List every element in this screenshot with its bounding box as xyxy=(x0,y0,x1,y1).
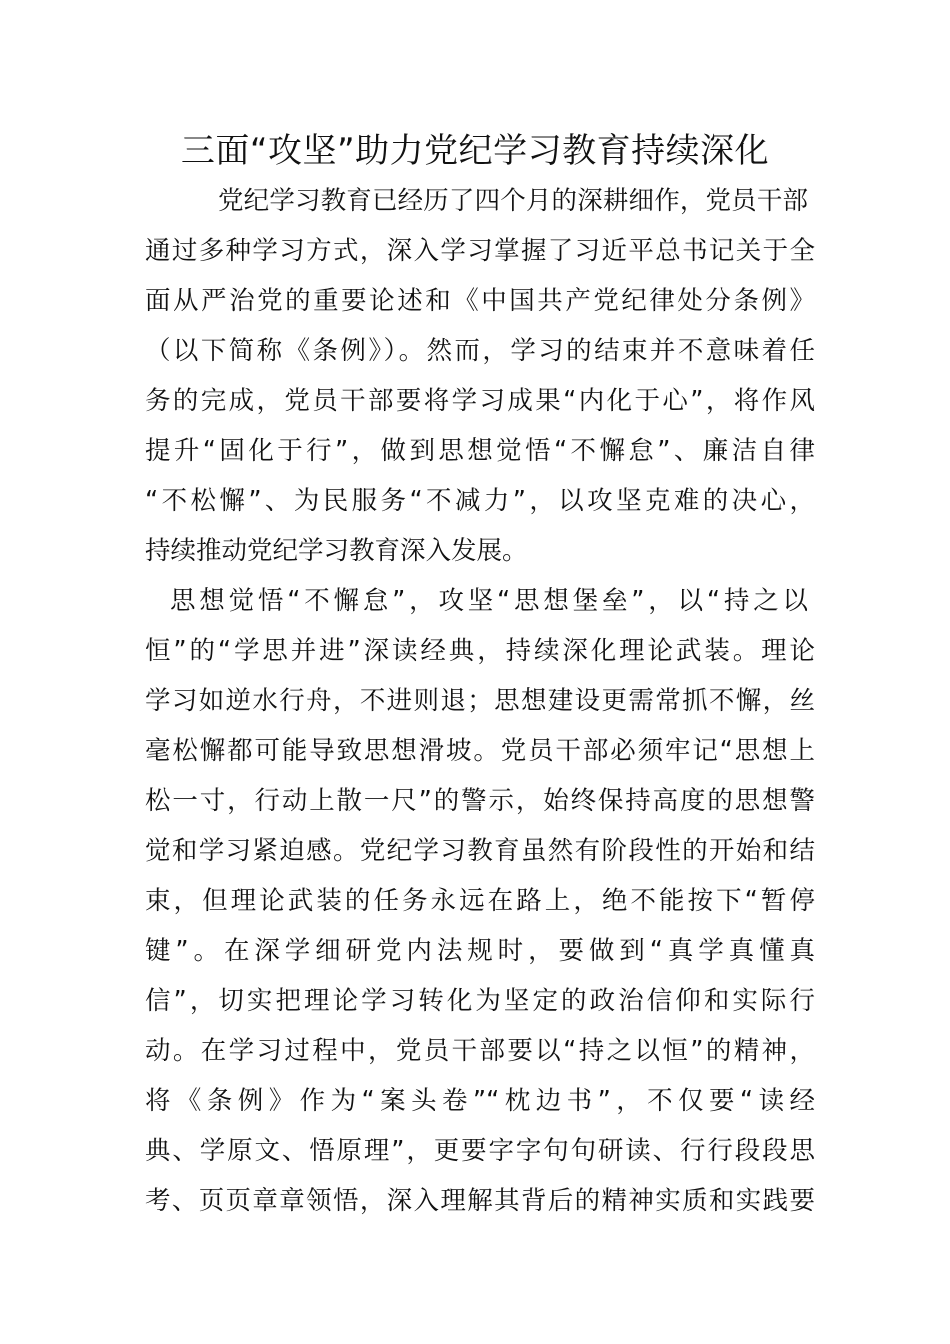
paragraph-1-line-3: 面从严治党的重要论述和《中国共产党纪律处分条例》 xyxy=(145,286,815,316)
paragraph-2-line-1: 思想觉悟“不懈怠”，攻坚“思想堡垒”，以“持之以 xyxy=(170,586,808,616)
document-title: 三面“攻坚”助力党纪学习教育持续深化 xyxy=(180,131,770,171)
paragraph-2-line-9: 信”，切实把理论学习转化为坚定的政治信仰和实际行 xyxy=(145,986,815,1016)
paragraph-2-line-11: 将《条例》作为“案头卷”“枕边书”，不仅要“读经 xyxy=(145,1086,815,1116)
paragraph-2-line-4: 毫松懈都可能导致思想滑坡。党员干部必须牢记“思想上 xyxy=(145,736,815,766)
paragraph-2-line-2: 恒”的“学思并进”深读经典，持续深化理论武装。理论 xyxy=(145,636,815,666)
paragraph-1-line-2: 通过多种学习方式，深入学习掌握了习近平总书记关于全 xyxy=(145,236,815,266)
paragraph-2-line-3: 学习如逆水行舟，不进则退；思想建设更需常抓不懈，丝 xyxy=(145,686,815,716)
paragraph-2-line-8: 键”。在深学细研党内法规时，要做到“真学真懂真 xyxy=(145,936,815,966)
paragraph-1-line-5: 务的完成，党员干部要将学习成果“内化于心”，将作风 xyxy=(145,386,815,416)
paragraph-1-line-7: “不松懈”、为民服务“不减力”，以攻坚克难的决心， xyxy=(145,486,815,516)
paragraph-2-line-12: 典、学原文、悟原理”，更要字字句句研读、行行段段思 xyxy=(145,1136,815,1166)
paragraph-2-line-5: 松一寸，行动上散一尺”的警示，始终保持高度的思想警 xyxy=(145,786,815,816)
paragraph-2-line-10: 动。在学习过程中，党员干部要以“持之以恒”的精神， xyxy=(145,1036,815,1066)
paragraph-1-line-1: 党纪学习教育已经历了四个月的深耕细作，党员干部 xyxy=(218,186,808,216)
paragraph-2-line-6: 觉和学习紧迫感。党纪学习教育虽然有阶段性的开始和结 xyxy=(145,836,815,866)
paragraph-1-line-8: 持续推动党纪学习教育深入发展。 xyxy=(145,536,528,566)
paragraph-1-line-6: 提升“固化于行”，做到思想觉悟“不懈怠”、廉洁自律 xyxy=(145,436,815,466)
paragraph-2-line-13: 考、页页章章领悟，深入理解其背后的精神实质和实践要 xyxy=(145,1186,815,1216)
paragraph-1-line-4: （以下简称《条例》）。然而，学习的结束并不意味着任 xyxy=(145,336,815,366)
paragraph-2-line-7: 束，但理论武装的任务永远在路上，绝不能按下“暂停 xyxy=(145,886,815,916)
